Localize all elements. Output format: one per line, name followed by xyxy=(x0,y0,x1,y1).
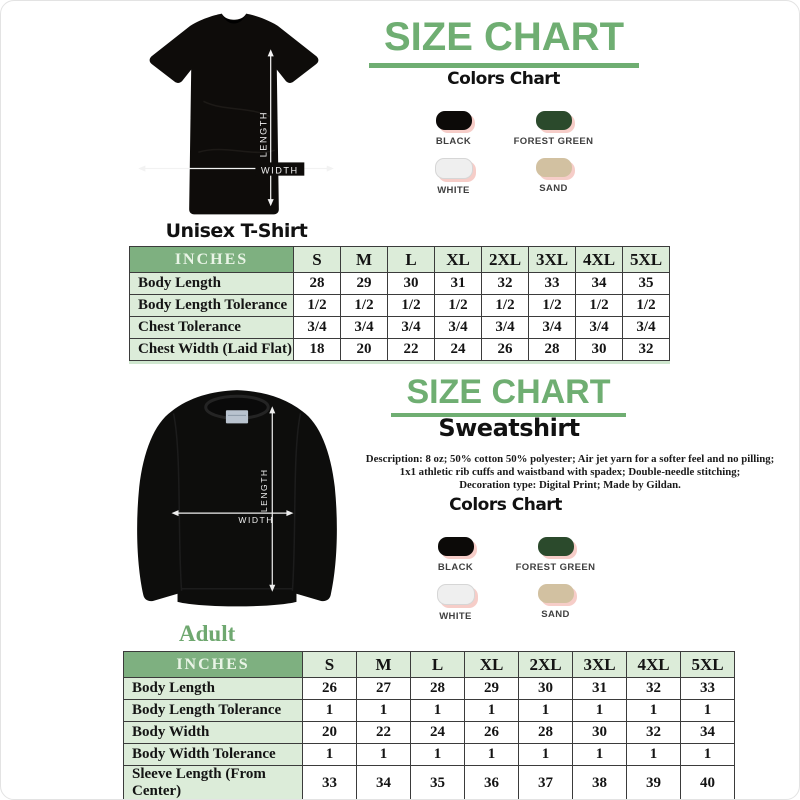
table-cell: 1/2 xyxy=(388,295,435,317)
size-column-header: M xyxy=(341,247,388,273)
colors-chart-title: Colors Chart xyxy=(449,495,562,515)
table-cell: 1 xyxy=(357,700,411,722)
table-cell: 1 xyxy=(411,744,465,766)
swatch-label: SAND xyxy=(539,183,568,194)
size-column-header: 2XL xyxy=(519,652,573,678)
table-cell: 31 xyxy=(435,273,482,295)
size-column-header: 5XL xyxy=(681,652,735,678)
size-column-header: 3XL xyxy=(529,247,576,273)
table-cell: 3/4 xyxy=(482,317,529,339)
color-swatch xyxy=(437,584,475,605)
table-cell: 3/4 xyxy=(623,317,670,339)
table-cell: 30 xyxy=(388,273,435,295)
table-row xyxy=(124,766,735,800)
table-cell: 40 xyxy=(681,766,735,800)
table-cell: 33 xyxy=(529,273,576,295)
table-cell: 1/2 xyxy=(341,295,388,317)
table-cell: 24 xyxy=(411,722,465,744)
table-cell: 39 xyxy=(627,766,681,800)
size-column-header: XL xyxy=(435,247,482,273)
table-cell: 3/4 xyxy=(341,317,388,339)
table-cell: 37 xyxy=(519,766,573,800)
row-label: Body Length Tolerance xyxy=(130,295,294,317)
table-cell: 3/4 xyxy=(576,317,623,339)
table-cell: 1/2 xyxy=(576,295,623,317)
table-cell: 3/4 xyxy=(435,317,482,339)
table-cell: 1 xyxy=(411,700,465,722)
sweatshirt-title-block xyxy=(391,375,626,417)
sweatshirt-table-wrap xyxy=(123,651,735,800)
row-label: Chest Tolerance xyxy=(130,317,294,339)
row-label: Body Length Tolerance xyxy=(124,700,303,722)
table-cell: 34 xyxy=(681,722,735,744)
inches-header-cell: INCHES xyxy=(124,652,303,678)
table-cell: 31 xyxy=(573,678,627,700)
table-cell: 26 xyxy=(465,722,519,744)
table-cell: 1 xyxy=(681,700,735,722)
table-cell: 22 xyxy=(357,722,411,744)
size-column-header: L xyxy=(411,652,465,678)
table-cell: 1/2 xyxy=(529,295,576,317)
table-row xyxy=(130,295,670,317)
color-swatch xyxy=(538,537,574,556)
table-row xyxy=(130,339,670,361)
table-cell: 28 xyxy=(519,722,573,744)
table-cell: 34 xyxy=(357,766,411,800)
tshirt-product-label: Unisex T-Shirt xyxy=(165,220,308,242)
size-column-header: 4XL xyxy=(627,652,681,678)
table-cell: 29 xyxy=(341,273,388,295)
swatch-label: BLACK xyxy=(437,562,474,573)
width-arrowhead-left xyxy=(138,165,145,171)
tshirt-table-wrap xyxy=(129,246,670,364)
tshirt-colors-chart xyxy=(391,69,616,196)
sweatshirt-size-table xyxy=(123,651,735,800)
table-cell: 1/2 xyxy=(435,295,482,317)
table-cell: 24 xyxy=(435,339,482,361)
table-cell: 1 xyxy=(627,744,681,766)
table-cell: 1 xyxy=(573,700,627,722)
size-column-header: S xyxy=(303,652,357,678)
swatch-label: WHITE xyxy=(437,185,470,196)
table-cell: 35 xyxy=(623,273,670,295)
table-cell: 32 xyxy=(627,722,681,744)
swatch-item xyxy=(506,537,606,573)
table-cell: 1 xyxy=(303,744,357,766)
table-cell: 1 xyxy=(681,744,735,766)
table-row xyxy=(124,678,735,700)
table-cell: 32 xyxy=(627,678,681,700)
table-cell: 1 xyxy=(627,700,681,722)
width-label: WIDTH xyxy=(261,165,299,176)
swatch-label: FOREST GREEN xyxy=(515,562,596,573)
table-cell: 28 xyxy=(411,678,465,700)
sweatshirt-product-label: Sweatshirt xyxy=(438,414,580,442)
table-cell: 1 xyxy=(573,744,627,766)
description-line: 1x1 athletic rib cuffs and waistband with spadex; Double-needle stitching; xyxy=(399,465,741,478)
table-cell: 33 xyxy=(681,678,735,700)
sweatshirt-size-chart-title: SIZE CHART xyxy=(406,373,611,411)
row-label: Chest Width (Laid Flat) xyxy=(130,339,294,361)
tshirt-size-table xyxy=(129,246,670,361)
table-cell: 3/4 xyxy=(294,317,341,339)
table-cell: 20 xyxy=(303,722,357,744)
swatch-item xyxy=(504,111,604,147)
table-cell: 1 xyxy=(465,744,519,766)
size-column-header: XL xyxy=(465,652,519,678)
color-swatch xyxy=(438,537,474,556)
table-cell: 3/4 xyxy=(388,317,435,339)
table-cell: 30 xyxy=(573,722,627,744)
table-cell: 34 xyxy=(576,273,623,295)
table-cell: 1 xyxy=(465,700,519,722)
table-row xyxy=(130,317,670,339)
row-label: Body Width Tolerance xyxy=(124,744,303,766)
color-swatch xyxy=(436,111,472,130)
description-line: Decoration type: Digital Print; Made by Gildan. xyxy=(459,478,681,491)
sweatshirt-figure xyxy=(111,371,363,623)
table-cell: 1 xyxy=(519,700,573,722)
color-swatch-grid xyxy=(391,111,616,196)
sweatshirt-description xyxy=(351,453,789,491)
row-label: Body Length xyxy=(130,273,294,295)
table-cell: 30 xyxy=(519,678,573,700)
table-row xyxy=(124,700,735,722)
table-cell: 28 xyxy=(294,273,341,295)
size-column-header: M xyxy=(357,652,411,678)
table-cell: 32 xyxy=(623,339,670,361)
length-label: LENGTH xyxy=(258,110,269,158)
color-swatch xyxy=(536,111,572,130)
table-cell: 29 xyxy=(465,678,519,700)
table-cell: 20 xyxy=(341,339,388,361)
swatch-label: BLACK xyxy=(435,136,472,147)
swatch-label: WHITE xyxy=(439,611,472,622)
table-cell: 26 xyxy=(482,339,529,361)
neck-tag xyxy=(226,410,248,423)
table-cell: 22 xyxy=(388,339,435,361)
width-label: WIDTH xyxy=(238,515,274,526)
table-cell: 1 xyxy=(519,744,573,766)
width-arrowhead-right xyxy=(327,165,334,171)
table-cell: 32 xyxy=(482,273,529,295)
sweatshirt-colors-chart xyxy=(393,495,618,622)
color-swatch xyxy=(538,584,574,603)
title-underline xyxy=(369,63,639,68)
swatch-item xyxy=(506,584,606,622)
swatch-item xyxy=(404,111,504,147)
swatch-item xyxy=(504,158,604,196)
table-cell: 18 xyxy=(294,339,341,361)
adult-size-group-label: Adult xyxy=(179,621,236,646)
size-column-header: 2XL xyxy=(482,247,529,273)
table-cell: 1/2 xyxy=(623,295,670,317)
swatch-label: SAND xyxy=(541,609,570,620)
table-cell: 33 xyxy=(303,766,357,800)
tshirt-silhouette xyxy=(150,14,319,215)
size-column-header: 4XL xyxy=(576,247,623,273)
table-row xyxy=(124,744,735,766)
tshirt-figure xyxy=(127,9,341,219)
table-cell: 27 xyxy=(357,678,411,700)
swatch-label: FOREST GREEN xyxy=(513,136,594,147)
table-row xyxy=(124,722,735,744)
table-cell: 1/2 xyxy=(294,295,341,317)
table-cell: 1 xyxy=(357,744,411,766)
colors-chart-title: Colors Chart xyxy=(447,69,560,89)
size-column-header: 5XL xyxy=(623,247,670,273)
table-cell: 1 xyxy=(303,700,357,722)
table-header-row xyxy=(130,247,670,273)
color-swatch xyxy=(435,158,473,179)
swatch-item xyxy=(406,584,506,622)
table-cell: 30 xyxy=(576,339,623,361)
tshirt-size-chart-title: SIZE CHART xyxy=(384,15,624,59)
size-column-header: S xyxy=(294,247,341,273)
size-column-header: 3XL xyxy=(573,652,627,678)
swatch-item xyxy=(404,158,504,196)
table-header-row xyxy=(124,652,735,678)
table-cell: 3/4 xyxy=(529,317,576,339)
size-column-header: L xyxy=(388,247,435,273)
description-line: Description: 8 oz; 50% cotton 50% polyester; Air jet yarn for a softer feel and no pilling; xyxy=(365,453,775,465)
inches-header-cell: INCHES xyxy=(130,247,294,273)
table-cell: 38 xyxy=(573,766,627,800)
table-cell: 36 xyxy=(465,766,519,800)
color-swatch xyxy=(536,158,572,177)
swatch-item xyxy=(406,537,506,573)
color-swatch-grid xyxy=(393,537,618,622)
table-cell: 35 xyxy=(411,766,465,800)
row-label: Sleeve Length (From Center) xyxy=(124,766,303,800)
table-cell: 1/2 xyxy=(482,295,529,317)
row-label: Body Length xyxy=(124,678,303,700)
table-row xyxy=(130,273,670,295)
row-label: Body Width xyxy=(124,722,303,744)
table-cell: 28 xyxy=(529,339,576,361)
tshirt-title-block xyxy=(369,17,639,68)
table-cell: 26 xyxy=(303,678,357,700)
length-label: LENGTH xyxy=(259,468,270,513)
